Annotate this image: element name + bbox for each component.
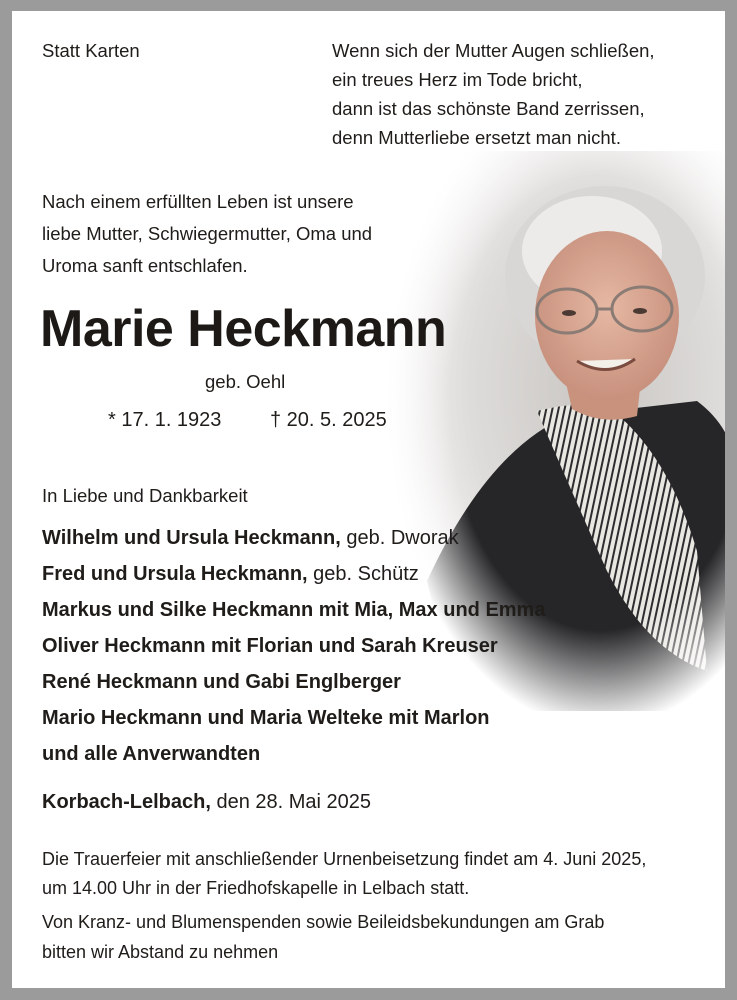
relative-note: geb. Dworak <box>340 527 459 549</box>
relative-note: geb. Schütz <box>307 563 419 585</box>
relative-line <box>42 736 545 772</box>
date: den 28. Mai 2025 <box>210 791 372 813</box>
relative-line <box>42 664 545 700</box>
relative-names: René Heckmann und Gabi Englberger <box>42 671 401 693</box>
relative-names: Fred und Ursula Heckmann, <box>42 563 308 585</box>
place-date <box>42 791 371 814</box>
relative-line <box>42 592 545 628</box>
donations-text <box>42 907 604 967</box>
relative-names: Mario Heckmann und Maria Welteke mit Marlon <box>42 707 490 729</box>
intro-line: liebe Mutter, Schwiegermutter, Oma und <box>42 223 373 244</box>
relative-names: Markus und Silke Heckmann mit Mia, Max und Emma <box>42 599 546 621</box>
relative-names: Wilhelm und Ursula Heckmann, <box>42 527 341 549</box>
poem-line: Wenn sich der Mutter Augen schließen, <box>332 40 655 61</box>
ceremony-line: um 14.00 Uhr in der Friedhofskapelle in Lelbach statt. <box>42 878 470 898</box>
relative-names: Oliver Heckmann mit Florian und Sarah Kreuser <box>42 635 498 657</box>
intro-line: Uroma sanft entschlafen. <box>42 255 248 276</box>
relative-line <box>42 520 545 556</box>
place: Korbach-Lelbach, <box>42 791 211 813</box>
relative-line <box>42 628 545 664</box>
statt-karten-label: Statt Karten <box>42 40 140 61</box>
donations-line: bitten wir Abstand zu nehmen <box>42 942 279 962</box>
maiden-name: geb. Oehl <box>205 371 286 392</box>
obituary-card <box>12 11 725 988</box>
poem-line: dann ist das schönste Band zerrissen, <box>332 98 645 119</box>
birth-date: * 17. 1. 1923 <box>108 409 222 431</box>
intro-line: Nach einem erfüllten Leben ist unsere <box>42 191 354 212</box>
gratitude-line: In Liebe und Dankbarkeit <box>42 485 248 506</box>
deceased-name: Marie Heckmann <box>40 300 447 358</box>
relative-names: und alle Anverwandten <box>42 743 261 765</box>
ceremony-text <box>42 845 646 903</box>
poem-line: ein treues Herz im Tode bricht, <box>332 69 583 90</box>
relative-line <box>42 556 545 592</box>
intro-text <box>42 186 372 282</box>
relative-line <box>42 700 545 736</box>
relatives-list <box>42 520 545 772</box>
poem-line: denn Mutterliebe ersetzt man nicht. <box>332 127 621 148</box>
death-date: † 20. 5. 2025 <box>270 409 387 431</box>
ceremony-line: Die Trauerfeier mit anschließender Urnenbeisetzung findet am 4. Juni 2025, <box>42 849 647 869</box>
donations-line: Von Kranz- und Blumenspenden sowie Beileidsbekundungen am Grab <box>42 912 605 932</box>
poem <box>332 36 655 152</box>
